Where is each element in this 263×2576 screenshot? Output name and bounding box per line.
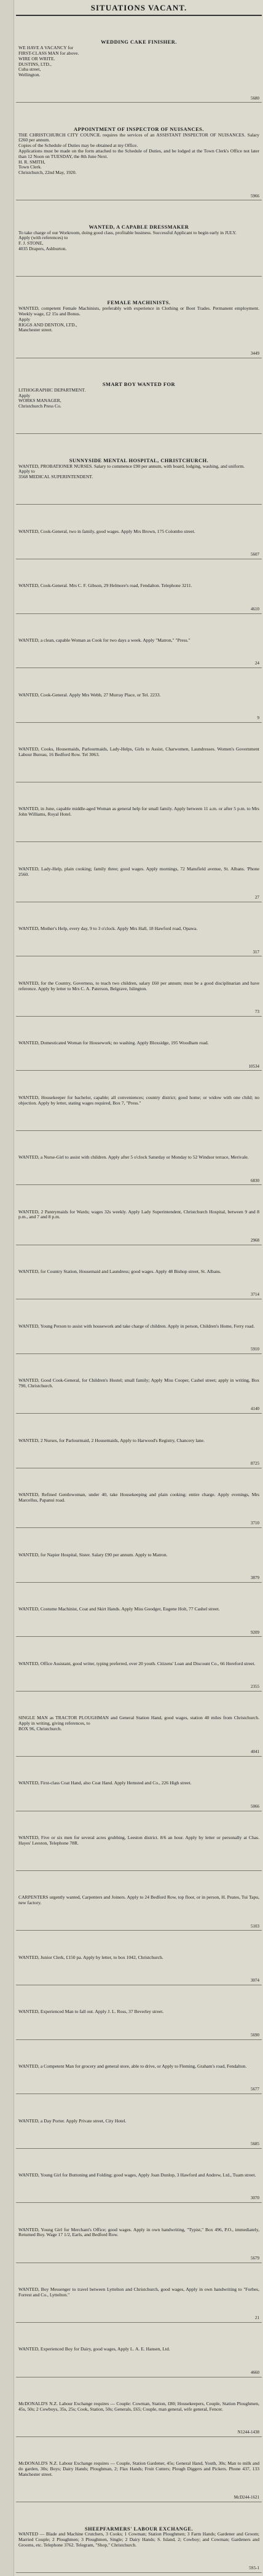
ad-text: WANTED, Young Girl for Merchant's Office; good wages. Apply in own handwriting, "Typist," Box 496, P.O., immediately, Returned Boy. Wage 17 1/2, Earls, and Bedford Row. bbox=[18, 2226, 259, 2238]
ad-text: WANTED, First-class Coat Hand, also Coat Hand. Apply Hemsted and Co., 226 High street. bbox=[18, 1780, 192, 1786]
classified-ad bbox=[16, 1985, 262, 2040]
ad-title: WANTED, A CAPABLE DRESSMAKER bbox=[88, 224, 189, 230]
ad-text: 3568 MEDICAL SUPERINTENDENT. bbox=[18, 474, 93, 480]
classified-ad bbox=[16, 2323, 262, 2377]
classified-ad bbox=[16, 16, 262, 103]
ad-text: Cuba street, bbox=[18, 66, 41, 73]
ad-number: 5690 bbox=[251, 2032, 259, 2038]
ad-text: WANTED, Good Cook-General, for Children's Hostel; small family; Apply Miss Cooper, Cashel street; apply in writing, Box 790, Christchurch. bbox=[18, 1377, 259, 1389]
ad-text: WANTED, Boy Messenger to travel between Lyttelton and Christchurch, good wages, Apply in own handwriting to "Forbes, Forrest and Co., Lyttelton." bbox=[18, 2286, 259, 2298]
classified-ad bbox=[16, 1871, 262, 1931]
ad-text: LITHOGRAPHIC DEPARTMENT. bbox=[18, 387, 86, 393]
ad-number: 5S5-1 bbox=[249, 2566, 259, 2571]
ad-text: Apply bbox=[18, 316, 30, 322]
ad-title: FEMALE MACHINISTS. bbox=[107, 300, 171, 306]
ad-text: WANTED, Cooks, Housemaids, Parlourmaids, Lady-Helps, Girls to Assist, Charwomen, Laundresses. Women's Government Labour Bureau, 16 Bedford Row. Tel 3063. bbox=[18, 746, 259, 757]
ad-text: RIGGS AND DENTON, LTD., bbox=[18, 321, 77, 328]
ad-text: Apply bbox=[18, 392, 30, 398]
ad-text: 4035 Drapers, Ashburton. bbox=[18, 245, 67, 251]
ad-text: FIRST-CLASS MAN for above. bbox=[18, 50, 79, 56]
classified-ad bbox=[16, 1811, 262, 1871]
ad-text: WANTED, PROBATIONER NURSES. Salary to commence £90 per annum, with board, lodging, washing, and uniform. bbox=[18, 463, 245, 469]
ad-number: McD244-1621 bbox=[234, 2495, 259, 2500]
ad-number: 9209 bbox=[251, 1629, 259, 1635]
classified-ad bbox=[16, 1017, 262, 1071]
classified-ad bbox=[16, 2094, 262, 2149]
ad-number: 317 bbox=[253, 949, 259, 955]
ad-text: CARPENTERS urgently wanted, Carpenters and Joiners. Apply to 24 Bedford Row, top floor, or in person, H. Peates, Tui Tapu, new factory. bbox=[18, 1894, 259, 1906]
ad-number: 73 bbox=[255, 1009, 259, 1014]
classified-ad bbox=[16, 559, 262, 614]
ad-number: 5685 bbox=[251, 2141, 259, 2146]
classified-ad bbox=[16, 782, 262, 842]
ad-number: N1244-1438 bbox=[237, 2430, 259, 2435]
ad-title: APPOINTMENT OF INSPECTOR OF NUISANCES. bbox=[74, 126, 204, 132]
ad-text: F. J. STONE, bbox=[18, 240, 44, 246]
ad-text: WANTED — Blade and Machine Crutchers, 3 Cooks; 1 Cowman; Station Ploughmen; 3 Farm Hands; Gardener and Groom; Married Couple; 2 Ploughmen; 3 Ploughmen, Single; 2 Dairy Hands; S. Island, 2; Cowboy; and Cowman; Gardeners and Grooms, etc. Telephone 3762. Telegram, "Shop," Christchurch. bbox=[18, 2531, 259, 2548]
ad-text: McDONALD'S N.Z. Labour Exchange requires — Couple: Cowman, Station, £80; Housekeepers, Couple, Station Ploughmen, 45s, 50s; 2 Cowboys, 35s, 25s; Cook, Station, 50s; Generals, £65; Couple, man general, wife general, Fencer. bbox=[18, 2401, 259, 2412]
classified-ad bbox=[16, 2203, 262, 2263]
ad-text: WE HAVE A VACANCY for bbox=[18, 45, 74, 51]
ad-number: 5066 bbox=[251, 1803, 259, 1809]
ad-text: WANTED, 2 Pantrymaids for Wards; wages 32s weekly. Apply Lady Superintendent, Christchurch Hospital, between 9 and 8 p.m., and 7 and 8 p.m. bbox=[18, 1208, 259, 1220]
ad-text: WANTED, Experienced Boy for Dairy, good wages, Apply L. A. E. Hansen, Ltd. bbox=[18, 2346, 170, 2352]
ad-number: 5103 bbox=[251, 1923, 259, 1929]
ad-number: 5680 bbox=[251, 95, 259, 101]
ad-number: 3879 bbox=[251, 1575, 259, 1580]
ad-text: WANTED, Refined Gentlewoman, under 40, take Housekeeping and plain cooking; entire charge. Apply evenings, Mrs Marcellus, Papanui road. bbox=[18, 1492, 259, 1503]
ad-text: WANTED, Cook-General, two in family, good wages. Apply Mrs Brown, 175 Colombo street. bbox=[18, 528, 195, 534]
ad-title: SMART BOY WANTED FOR bbox=[102, 382, 176, 388]
ad-text: Apply to bbox=[18, 468, 35, 475]
ad-text: WANTED, Housekeeper for bachelor, capable; all conveniences; country district; good home; or widow with one child; no objection. Apply by letter, stating wages required, Box 7, "Press." bbox=[18, 1094, 259, 1106]
ad-text: WANTED, Costume Machinist, Coat and Skirt Hands. Apply Miss Goodger, Eugene Holt, 77 Cashel street. bbox=[18, 1606, 220, 1612]
classified-ad bbox=[16, 1637, 262, 1692]
ad-text: WANTED, a Nurse-Girl to assist with children. Apply after 5 o'clock Saturday or Monday to 52 Windsor terrace, Merivale. bbox=[18, 1154, 249, 1160]
classified-ad bbox=[16, 902, 262, 957]
ad-number: 5607 bbox=[251, 552, 259, 557]
ad-number: 2355 bbox=[251, 1684, 259, 1690]
classified-ad bbox=[16, 2437, 262, 2502]
classified-ad bbox=[16, 1071, 262, 1130]
classified-ad bbox=[16, 1414, 262, 1468]
ad-text: WANTED, in June, capable middle-aged Woman as general help for small family. Apply between 11 a.m. or after 5 p.m. to Mrs John Williams, Royal Hotel. bbox=[18, 806, 259, 817]
ad-text: Apply (with references) to bbox=[18, 235, 68, 241]
ad-number: 4660 bbox=[251, 2369, 259, 2375]
classified-ad bbox=[16, 668, 262, 723]
ad-text: WANTED, Young Girl for Buttoning and Folding; good wages, Apply Joan Dunlop, 3 Hawford and Andrew, Ltd., Tuam street. bbox=[18, 2172, 256, 2178]
ad-number: 3074 bbox=[251, 1978, 259, 1983]
ad-number: 9 bbox=[257, 715, 259, 720]
ad-number: 2968 bbox=[251, 1237, 259, 1243]
section-title: SITUATIONS VACANT. bbox=[16, 0, 262, 16]
classified-ad bbox=[16, 1245, 262, 1300]
classified-ad bbox=[16, 1757, 262, 1811]
ad-text: WANTED, Office Assistant, good writer, typing preferred, over 20 youth. Citizens' Loan and Discount Co., 66 Hereford street. bbox=[18, 1660, 256, 1666]
ad-number: 5679 bbox=[251, 2255, 259, 2261]
ad-text: H. R. SMITH, bbox=[18, 159, 45, 165]
ad-text: WANTED, a Competent Man for grocery and general store, able to drive, or Apply to Fleming, Graham's road, Fendalton. bbox=[18, 2063, 247, 2069]
ad-text: To take charge of our Workroom, doing good class, profitable business. Successful Applicant to begin early in JULY. bbox=[18, 229, 237, 235]
ad-title: WEDDING CAKE FINISHER. bbox=[101, 39, 177, 45]
ad-number: 21 bbox=[255, 2315, 259, 2321]
classified-ad bbox=[16, 277, 262, 358]
ad-text: WANTED, Cook-General. Mrs C. F. Gibson, 29 Helmore's road, Fendalton. Telephone 3211. bbox=[18, 583, 192, 589]
classifieds-column bbox=[16, 0, 262, 2573]
classified-ad bbox=[16, 505, 262, 559]
classified-ad bbox=[16, 1583, 262, 1637]
ad-number: 5910 bbox=[251, 1347, 259, 1352]
ad-number: 4140 bbox=[251, 1406, 259, 1412]
ad-text: WANTED, competent Female Machinists, preferably with experience in Clothing or Boot Trades. Permanent employment. Weekly wage, £2 15s and Bonus. bbox=[18, 305, 259, 317]
ad-number: 6830 bbox=[251, 1178, 259, 1183]
ad-text: DUSTINS, LTD., bbox=[18, 61, 52, 67]
classified-ad bbox=[16, 1354, 262, 1414]
classified-ad bbox=[16, 723, 262, 782]
classified-ad bbox=[16, 1468, 262, 1528]
ad-text: Town Clerk. bbox=[18, 164, 42, 170]
ad-number: 3070 bbox=[251, 2196, 259, 2201]
ad-text: Applications must be made on the form attached to the Schedule of Duties, and be lodged at the Town Clerk's Office not later than 12 Noon on TUESDAY, the 8th June Next. bbox=[18, 148, 259, 159]
classified-ad bbox=[16, 1692, 262, 1757]
ad-text: THE CHRISTCHURCH CITY COUNCIL requires the services of an ASSISTANT INSPECTOR OF NUISANCES. Salary £260 per annum. bbox=[18, 132, 259, 143]
ad-text: WANTED, Five or six men for several acres grubbing, Leeston district. 8/6 an hour. Apply by letter or personally at Chas. Hayes' Leeston, Telephone 78R. bbox=[18, 1835, 259, 1846]
classified-ad bbox=[16, 200, 262, 277]
ad-text: WIRE OR WRITE. bbox=[18, 55, 55, 61]
ad-text: Copies of the Schedule of Duties may be obtained at my Office. bbox=[18, 143, 138, 149]
ad-number: 3710 bbox=[251, 1521, 259, 1526]
left-margin-strip bbox=[0, 0, 14, 2576]
classified-ad bbox=[16, 614, 262, 669]
ad-text: WANTED, for Country Station, Housemaid and Laundress; good wages. Apply 48 Bishop street, St. Albans. bbox=[18, 1269, 221, 1275]
ads-list bbox=[16, 16, 262, 2573]
ad-text: McDONALD'S N.Z. Labour Exchange requires — Couple, Station Gardener, 45s; General Hand, Youth, 30s; Man to milk and do garden, 30s; Boys; Dairy Hands; Ploughman, 2; Flax Hands; Fruit Cutters; Plough Diggers and Pickers. Phone 437, 133 Manchester street. bbox=[18, 2460, 259, 2477]
classified-ad bbox=[16, 2263, 262, 2323]
ad-text: BOX 96, Christchurch. bbox=[18, 1725, 62, 1731]
classified-ad bbox=[16, 1299, 262, 1354]
ad-number: 3449 bbox=[251, 350, 259, 356]
ad-number: 5966 bbox=[251, 193, 259, 199]
ad-text: WORKS MANAGER, bbox=[18, 398, 61, 404]
ad-text: Christchurch, 22nd May, 1920. bbox=[18, 170, 77, 176]
classified-ad bbox=[16, 1185, 262, 1245]
ad-text: Christchurch Press Co. bbox=[18, 403, 61, 409]
classified-ad bbox=[16, 956, 262, 1016]
ad-title: SUNNYSIDE MENTAL HOSPITAL, CHRISTCHURCH. bbox=[69, 457, 209, 463]
ad-text: WANTED, for Napier Hospital, Sister. Salary £90 per annum. Apply to Matron. bbox=[18, 1551, 168, 1558]
ad-text: WANTED, a clean, capable Woman as Cook for two days a week. Apply "Matron," "Press." bbox=[18, 637, 190, 643]
ad-number: 3714 bbox=[251, 1292, 259, 1298]
ad-text: WANTED, 2 Nurses, for Parlourmaid, 2 Housemaids, Apply to Harwood's Registry, Chancery lane. bbox=[18, 1437, 205, 1443]
ad-number: 5677 bbox=[251, 2087, 259, 2092]
classified-ad bbox=[16, 842, 262, 902]
ad-text: WANTED, Experienced Man to fall out. Apply J. L. Ross, 37 Beverley street. bbox=[18, 2009, 164, 2015]
ad-number: 24 bbox=[255, 661, 259, 666]
classified-ad bbox=[16, 2040, 262, 2095]
ad-text: SINGLE MAN as TRACTOR PLOUGHMAN and General Station Hand, good wages, station 40 miles from Christchurch. Apply in writing, giving references, to bbox=[18, 1715, 259, 1727]
ad-text: WANTED, Young Person to assist with housework and take charge of children. Apply in person, Children's Home, Ferry road. bbox=[18, 1323, 255, 1329]
classified-ad bbox=[16, 2502, 262, 2573]
classified-ad bbox=[16, 1131, 262, 1186]
ad-number: 4041 bbox=[251, 1749, 259, 1755]
ad-number: 27 bbox=[255, 895, 259, 900]
ad-text: WANTED, for the Country, Governess, to teach two children, salary £60 per annum; must be a good disciplinarian and have reference. Apply by letter to Mrs C. A. Paterson, Belgrave, Islington. bbox=[18, 980, 259, 991]
classified-ad bbox=[16, 434, 262, 505]
classified-ad bbox=[16, 358, 262, 435]
classified-ad bbox=[16, 2377, 262, 2437]
ad-text: WANTED, a Day Porter. Apply Private street, City Hotel. bbox=[18, 2117, 127, 2124]
ad-text: WANTED, Mother's Help, every day, 9 to 3 o'clock. Apply Mrs Hall, 18 Hawford road, Opawa. bbox=[18, 926, 198, 932]
ad-text: WANTED, Junior Clerk, £150 pa. Apply by letter, to box 1042, Christchurch. bbox=[18, 1954, 163, 1960]
ad-number: 10534 bbox=[248, 1063, 259, 1069]
ad-text: Manchester street. bbox=[18, 327, 53, 333]
ad-text: Wellington. bbox=[18, 72, 41, 78]
ad-number: 8725 bbox=[251, 1460, 259, 1466]
ad-title: SHEEPFARMERS' LABOUR EXCHANGE. bbox=[84, 2526, 194, 2532]
ad-text: WANTED, Lady-Help, plain cooking; family three; good wages. Apply mornings, 72 Mansfield avenue, St. Albans. 'Phone 2560. bbox=[18, 865, 259, 877]
ad-number: 4610 bbox=[251, 606, 259, 612]
classified-ad bbox=[16, 1528, 262, 1583]
ad-text: WANTED, Cook-General. Apply Mrs Webb, 27 Murray Place, or Tel. 2233. bbox=[18, 691, 161, 698]
classified-ad bbox=[16, 1931, 262, 1985]
classified-ad bbox=[16, 2149, 262, 2204]
classified-ad bbox=[16, 103, 262, 200]
ad-text: WANTED, Domesticated Woman for Housework; no washing. Apply Bloxsidge, 195 Woodham road. bbox=[18, 1040, 209, 1046]
